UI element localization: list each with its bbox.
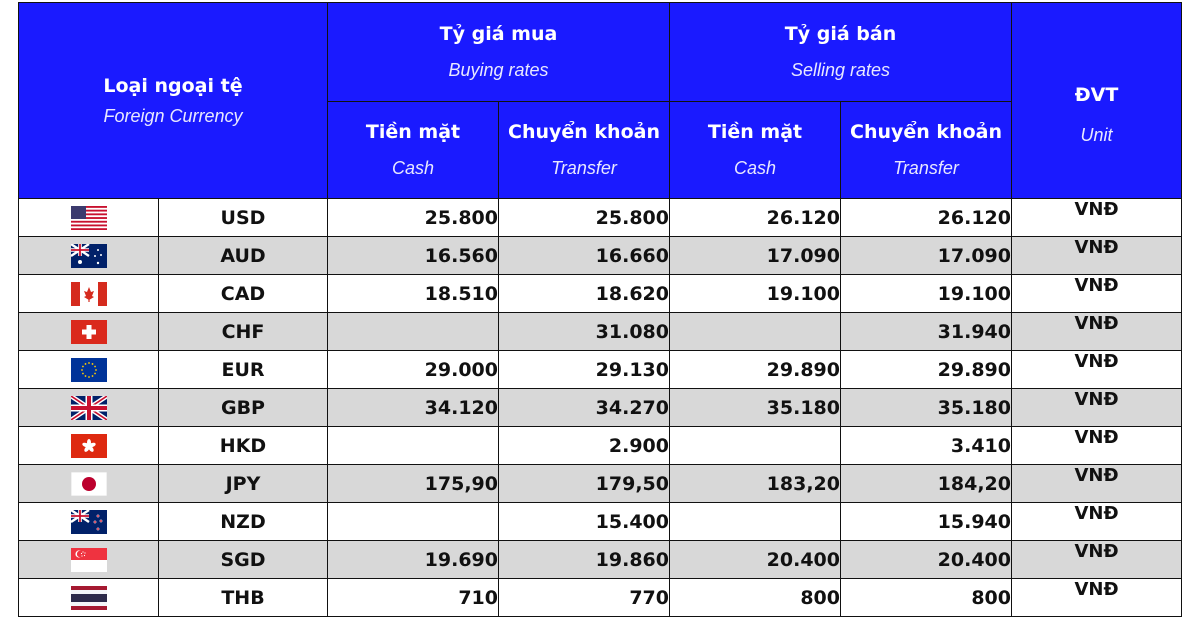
- unit-label: VNĐ: [1012, 389, 1182, 427]
- currency-code: CHF: [159, 313, 328, 351]
- sg-flag-icon: [71, 548, 107, 572]
- flag-cell: [19, 275, 159, 313]
- sell-transfer-rate: 800: [841, 579, 1012, 617]
- ch-flag-icon: [71, 320, 107, 344]
- buy-cash-rate: 29.000: [328, 351, 499, 389]
- buy-transfer-rate: 34.270: [499, 389, 670, 427]
- flag-cell: [19, 199, 159, 237]
- sell-cash-rate: [670, 427, 841, 465]
- sell-transfer-rate: 26.120: [841, 199, 1012, 237]
- sell-cash-rate: 19.100: [670, 275, 841, 313]
- buy-cash-rate: [328, 313, 499, 351]
- unit-label: VNĐ: [1012, 579, 1182, 617]
- header-sell-en: Selling rates: [790, 60, 891, 80]
- header-unit-vi: ĐVT: [1074, 83, 1119, 106]
- header-transfer-vi: Chuyển khoản: [508, 121, 660, 143]
- currency-code: HKD: [159, 427, 328, 465]
- buy-transfer-rate: 31.080: [499, 313, 670, 351]
- header-buying-rates: [328, 3, 670, 102]
- sell-cash-rate: 800: [670, 579, 841, 617]
- buy-transfer-rate: 16.660: [499, 237, 670, 275]
- header-transfer-en: Transfer: [551, 158, 617, 178]
- buy-cash-rate: 19.690: [328, 541, 499, 579]
- table-row: [19, 427, 1182, 465]
- flag-cell: [19, 427, 159, 465]
- flag-cell: [19, 313, 159, 351]
- buy-transfer-rate: 25.800: [499, 199, 670, 237]
- buy-cash-rate: 25.800: [328, 199, 499, 237]
- unit-label: VNĐ: [1012, 503, 1182, 541]
- header-unit: [1012, 3, 1182, 199]
- flag-cell: [19, 503, 159, 541]
- table-row: [19, 503, 1182, 541]
- flag-cell: [19, 237, 159, 275]
- header-buy-en: Buying rates: [448, 60, 549, 80]
- header-cash-en: Cash: [391, 158, 435, 178]
- flag-cell: [19, 579, 159, 617]
- sell-cash-rate: 29.890: [670, 351, 841, 389]
- sell-transfer-rate: 15.940: [841, 503, 1012, 541]
- buy-transfer-rate: 2.900: [499, 427, 670, 465]
- unit-label: VNĐ: [1012, 237, 1182, 275]
- buy-transfer-rate: 19.860: [499, 541, 670, 579]
- currency-code: USD: [159, 199, 328, 237]
- sell-transfer-rate: 20.400: [841, 541, 1012, 579]
- table-row: [19, 389, 1182, 427]
- flag-cell: [19, 465, 159, 503]
- currency-code: GBP: [159, 389, 328, 427]
- header-currency-vi: Loại ngoại tệ: [103, 74, 243, 97]
- header-cash-en: Cash: [733, 158, 777, 178]
- flag-cell: [19, 389, 159, 427]
- header-sell-vi: Tỷ giá bán: [784, 23, 897, 45]
- unit-label: VNĐ: [1012, 541, 1182, 579]
- header-selling-rates: [670, 3, 1012, 102]
- header-unit-en: Unit: [1080, 124, 1113, 145]
- sell-cash-rate: 26.120: [670, 199, 841, 237]
- eu-flag-icon: [71, 358, 107, 382]
- sell-cash-rate: 183,20: [670, 465, 841, 503]
- buy-transfer-rate: 15.400: [499, 503, 670, 541]
- sell-cash-rate: 17.090: [670, 237, 841, 275]
- header-buy-vi: Tỷ giá mua: [439, 23, 558, 45]
- header-transfer-en: Transfer: [893, 158, 959, 178]
- sell-cash-rate: 20.400: [670, 541, 841, 579]
- currency-code: CAD: [159, 275, 328, 313]
- table-row: [19, 579, 1182, 617]
- header-buy-transfer: [499, 102, 670, 199]
- sell-transfer-rate: 17.090: [841, 237, 1012, 275]
- unit-label: VNĐ: [1012, 313, 1182, 351]
- buy-transfer-rate: 29.130: [499, 351, 670, 389]
- buy-cash-rate: [328, 503, 499, 541]
- unit-label: VNĐ: [1012, 199, 1182, 237]
- header-buy-cash: [328, 102, 499, 199]
- header-foreign-currency: [19, 3, 328, 199]
- sell-transfer-rate: 29.890: [841, 351, 1012, 389]
- buy-cash-rate: 175,90: [328, 465, 499, 503]
- currency-code: NZD: [159, 503, 328, 541]
- th-flag-icon: [71, 586, 107, 610]
- buy-cash-rate: 710: [328, 579, 499, 617]
- table-row: [19, 313, 1182, 351]
- buy-transfer-rate: 770: [499, 579, 670, 617]
- table-row: [19, 199, 1182, 237]
- us-flag-icon: [71, 206, 107, 230]
- ca-flag-icon: [71, 282, 107, 306]
- header-cash-vi: Tiền mặt: [365, 121, 461, 143]
- buy-transfer-rate: 18.620: [499, 275, 670, 313]
- currency-code: JPY: [159, 465, 328, 503]
- unit-label: VNĐ: [1012, 275, 1182, 313]
- nz-flag-icon: [71, 510, 107, 534]
- exchange-rate-table: [18, 2, 1182, 617]
- sell-transfer-rate: 31.940: [841, 313, 1012, 351]
- sell-transfer-rate: 3.410: [841, 427, 1012, 465]
- sell-transfer-rate: 35.180: [841, 389, 1012, 427]
- sell-cash-rate: [670, 503, 841, 541]
- sell-transfer-rate: 184,20: [841, 465, 1012, 503]
- table-row: [19, 275, 1182, 313]
- currency-code: AUD: [159, 237, 328, 275]
- flag-cell: [19, 351, 159, 389]
- header-cash-vi: Tiền mặt: [707, 121, 803, 143]
- flag-cell: [19, 541, 159, 579]
- table-row: [19, 541, 1182, 579]
- sell-cash-rate: 35.180: [670, 389, 841, 427]
- unit-label: VNĐ: [1012, 351, 1182, 389]
- buy-cash-rate: 34.120: [328, 389, 499, 427]
- buy-cash-rate: [328, 427, 499, 465]
- header-transfer-vi: Chuyển khoản: [850, 121, 1002, 143]
- buy-cash-rate: 18.510: [328, 275, 499, 313]
- sell-transfer-rate: 19.100: [841, 275, 1012, 313]
- header-sell-cash: [670, 102, 841, 199]
- currency-code: SGD: [159, 541, 328, 579]
- jp-flag-icon: [71, 472, 107, 496]
- currency-code: EUR: [159, 351, 328, 389]
- header-sell-transfer: [841, 102, 1012, 199]
- table-row: [19, 465, 1182, 503]
- table-row: [19, 351, 1182, 389]
- table-row: [19, 237, 1182, 275]
- gb-flag-icon: [71, 396, 107, 420]
- hk-flag-icon: [71, 434, 107, 458]
- buy-transfer-rate: 179,50: [499, 465, 670, 503]
- sell-cash-rate: [670, 313, 841, 351]
- header-currency-en: Foreign Currency: [103, 105, 243, 126]
- unit-label: VNĐ: [1012, 465, 1182, 503]
- currency-code: THB: [159, 579, 328, 617]
- au-flag-icon: [71, 244, 107, 268]
- unit-label: VNĐ: [1012, 427, 1182, 465]
- buy-cash-rate: 16.560: [328, 237, 499, 275]
